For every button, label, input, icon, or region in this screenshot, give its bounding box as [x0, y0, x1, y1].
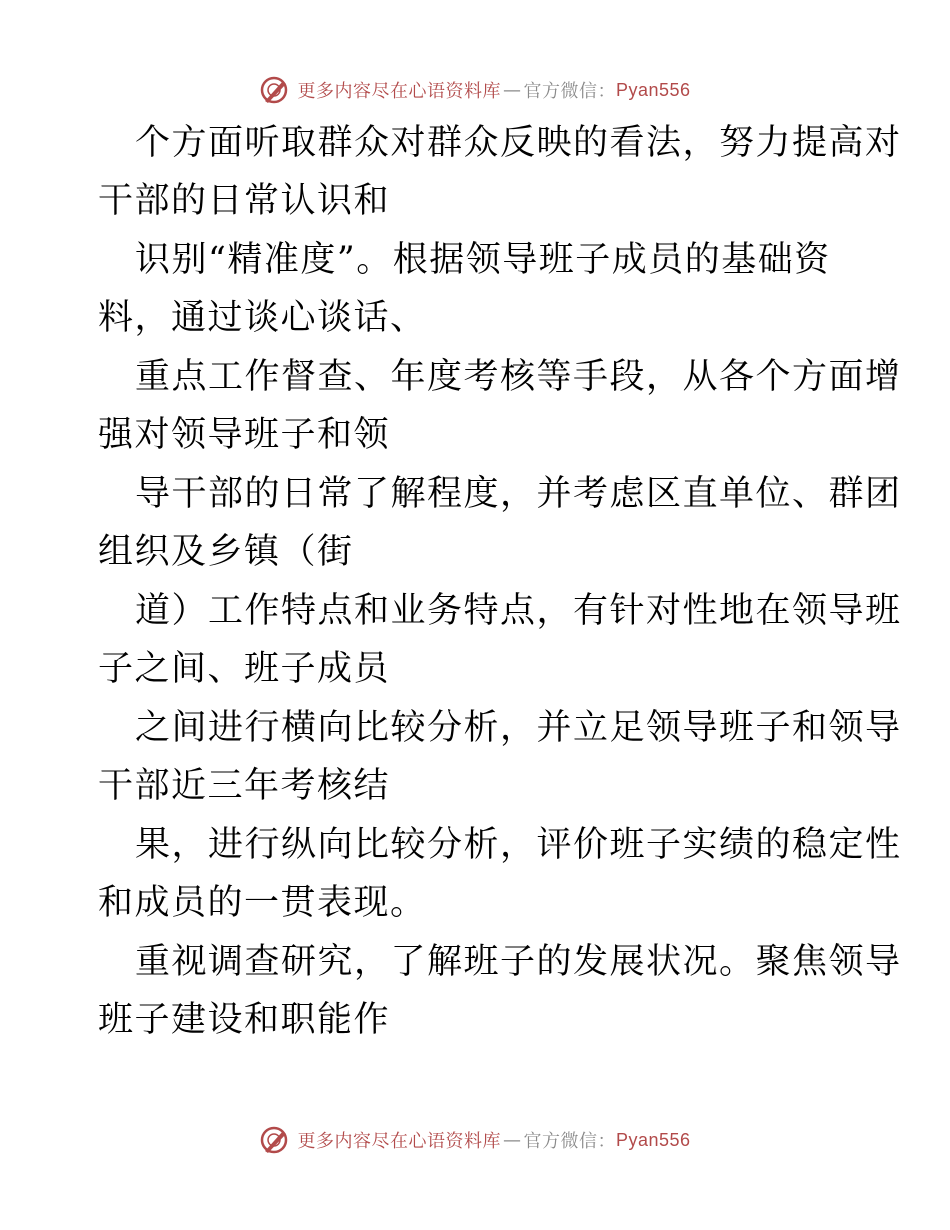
text-line: 强对领导班子和领 [98, 415, 391, 455]
text-line: 识别“精准度”。根据领导班子成员的基础资 [135, 240, 831, 280]
text-line: 子之间、班子成员 [98, 649, 391, 689]
text-line: 道）工作特点和业务特点，有针对性地在领导班 [135, 591, 902, 631]
text-line: 班子建设和职能作 [98, 1000, 391, 1040]
pen-in-circle-icon [259, 75, 289, 105]
text-line: 干部的日常认识和 [98, 181, 391, 221]
watermark-id: Pyan556 [615, 79, 691, 100]
watermark-separator: — [502, 79, 522, 101]
watermark-sub-text: 官方微信： [523, 81, 616, 102]
text-line: 导干部的日常了解程度，并考虑区直单位、群团 [135, 474, 902, 514]
text-line: 重点工作督查、年度考核等手段，从各个方面增 [135, 357, 902, 397]
text-line: 个方面听取群众对群众反映的看法，努力提高对 [135, 123, 902, 163]
text-line: 和成员的一贯表现。 [98, 883, 427, 923]
text-line: 料，通过谈心谈话、 [98, 298, 427, 338]
watermark-main-text: 更多内容尽在心语资料库 [297, 81, 501, 102]
pen-in-circle-icon [259, 1125, 289, 1155]
text-line: 果，进行纵向比较分析，评价班子实绩的稳定性 [135, 825, 902, 865]
text-line: 之间进行横向比较分析，并立足领导班子和领导 [135, 708, 902, 748]
text-line: 重视调查研究，了解班子的发展状况。聚焦领导 [135, 942, 902, 982]
watermark-separator: — [502, 1129, 522, 1151]
text-line: 组织及乡镇（街 [98, 532, 354, 572]
footer-watermark [0, 1120, 950, 1160]
watermark-sub-text: 官方微信： [523, 1131, 616, 1152]
watermark-main-text: 更多内容尽在心语资料库 [297, 1131, 501, 1152]
watermark-id: Pyan556 [615, 1129, 691, 1150]
text-line: 干部近三年考核结 [98, 766, 391, 806]
header-watermark [0, 70, 950, 110]
